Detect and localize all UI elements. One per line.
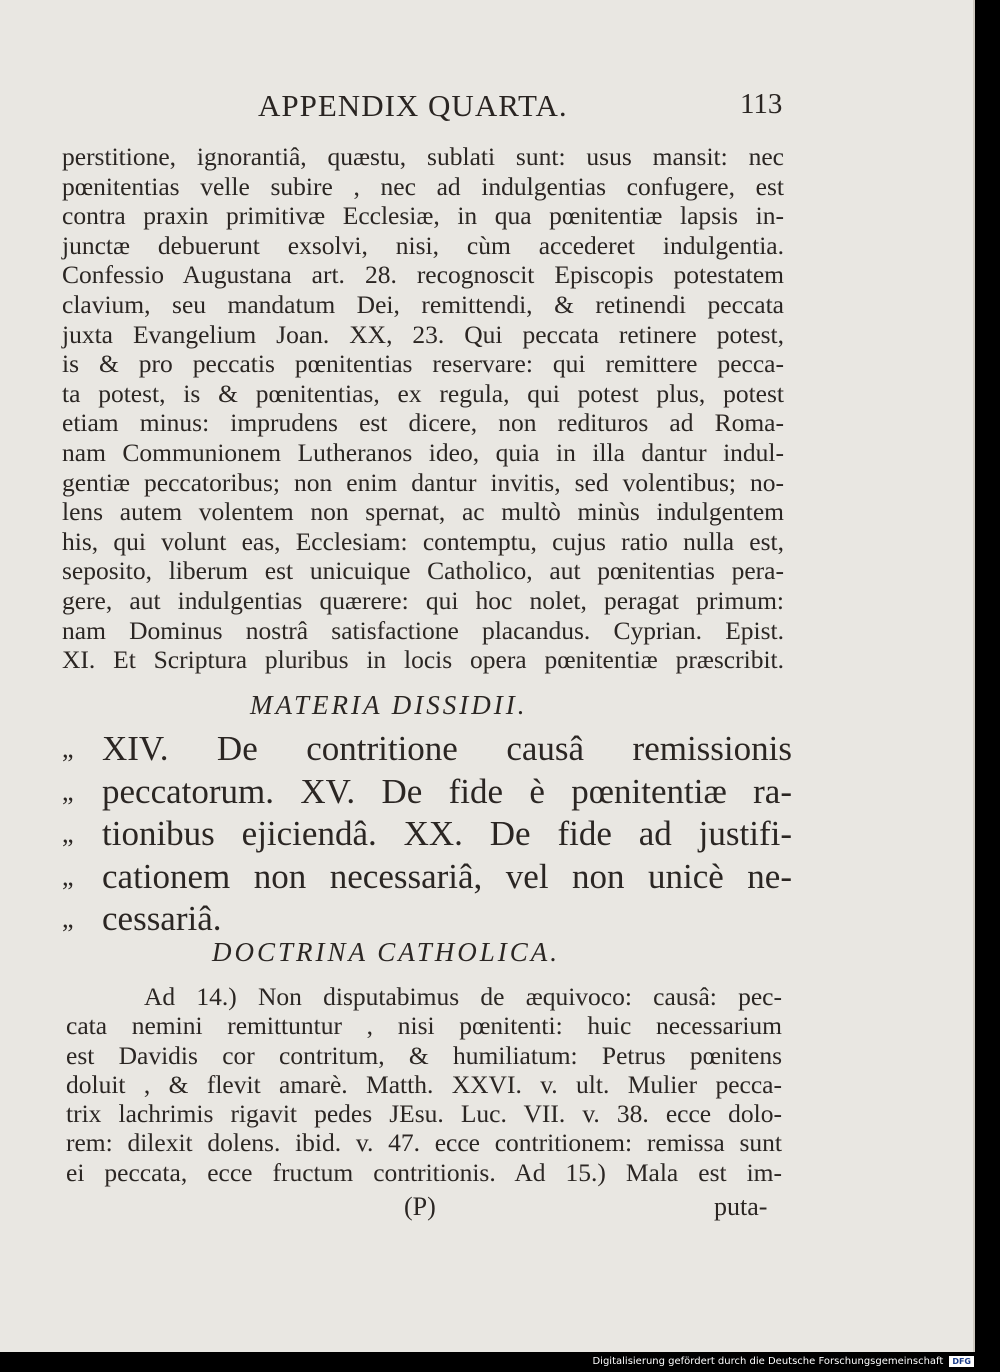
signature-mark: (P) [404,1192,436,1221]
doctrine-paragraph [66,982,782,1187]
text-line: his, qui volunt eas, Ecclesiam: contemptu, cujus ratio nulla est, [62,526,784,556]
text-line: lens autem volentem non spernat, ac multò minùs indulgentem [62,497,784,527]
text-line: is & pro peccatis pœnitentias reservare: qui remittere pecca- [62,349,784,379]
text-line: gentiæ peccatoribus; non enim dantur invitis, sed volentibus; no- [62,467,784,497]
page-number: 113 [740,88,783,120]
quote-line [62,898,792,941]
quote-line [62,771,792,814]
body-paragraph [62,142,784,675]
quote-mark: „ [62,904,74,933]
text-line: Confessio Augustana art. 28. recognoscit Episcopis potestatem [62,260,784,290]
quote-mark: „ [62,819,74,848]
section-heading-doctrina: DOCTRINA CATHOLICA. [212,937,561,967]
quote-text: cessariâ. [102,899,222,938]
text-line: junctæ debuerunt exsolvi, nisi, cùm accederet indulgentia. [62,230,784,260]
dfg-logo: DFG [949,1356,974,1367]
quote-mark: „ [62,734,74,763]
running-head: APPENDIX QUARTA. [258,88,568,123]
credit-text: Digitalisierung gefördert durch die Deutsche Forschungsgemeinschaft [592,1356,944,1367]
text-line: Ad 14.) Non disputabimus de æquivoco: causâ: pec- [144,982,782,1011]
quote-text: peccatorum. XV. De fide è pœnitentiæ ra- [102,771,792,811]
text-line: cata nemini remittuntur , nisi pœnitenti: huic necessarium [66,1011,782,1041]
quote-text: tionibus ejiciendâ. XX. De fide ad justifi- [102,814,792,853]
text-line: etiam minus: imprudens est dicere, non redituros ad Roma- [62,408,784,438]
digitization-credit [592,1356,974,1367]
quote-text: XIV. De contritione causâ remissionis [102,729,792,768]
text-line: ei peccata, ecce fructum contritionis. Ad 15.) Mala est im- [66,1157,782,1187]
quote-mark: „ [62,861,74,891]
quote-line [62,728,792,771]
text-line: contra praxin primitivæ Ecclesiæ, in qua pœnitentiæ lapsis in- [62,201,784,231]
text-line: nam Dominus nostrâ satisfactione placandus. Cyprian. Epist. [62,615,784,645]
text-line: est Davidis cor contritum, & humiliatum: Petrus pœnitens [66,1040,782,1070]
text-line: trix lachrimis rigavit pedes JEsu. Luc. VII. v. 38. ecce dolo- [66,1099,782,1129]
text-line: nam Communionem Lutheranos ideo, quia in illa dantur indul- [62,437,784,467]
quote-line [62,813,792,856]
quote-line [62,856,792,899]
section-heading-materia: MATERIA DISSIDII. [250,690,528,720]
text-line: clavium, seu mandatum Dei, remittendi, & retinendi peccata [62,289,784,319]
text-line: seposito, liberum est unicuique Catholico, aut pœnitentias pera- [62,556,784,586]
text-line: gere, aut indulgentias quærere: qui hoc nolet, peragat primum: [62,585,784,615]
catchword: puta- [714,1192,768,1221]
text-line: juxta Evangelium Joan. XX, 23. Qui peccata retinere potest, [62,319,784,349]
quote-mark: „ [62,776,74,806]
text-line: XI. Et Scriptura pluribus in locis opera pœnitentiæ præscribit. [62,645,784,675]
text-line: rem: dilexit dolens. ibid. v. 47. ecce contritionem: remissa sunt [66,1128,782,1158]
text-line: ta potest, is & pœnitentias, ex regula, qui potest plus, potest [62,378,784,408]
text-line: doluit , & flevit amarè. Matth. XXVI. v. ult. Mulier pecca- [66,1069,782,1099]
quote-text: cationem non necessariâ, vel non unicè ne- [102,856,792,896]
text-line: pœnitentias velle subire , nec ad indulgentias confugere, est [62,171,784,201]
text-line: perstitione, ignorantiâ, quæstu, sublati sunt: usus mansit: nec [62,142,784,171]
quoted-articles [62,728,792,941]
